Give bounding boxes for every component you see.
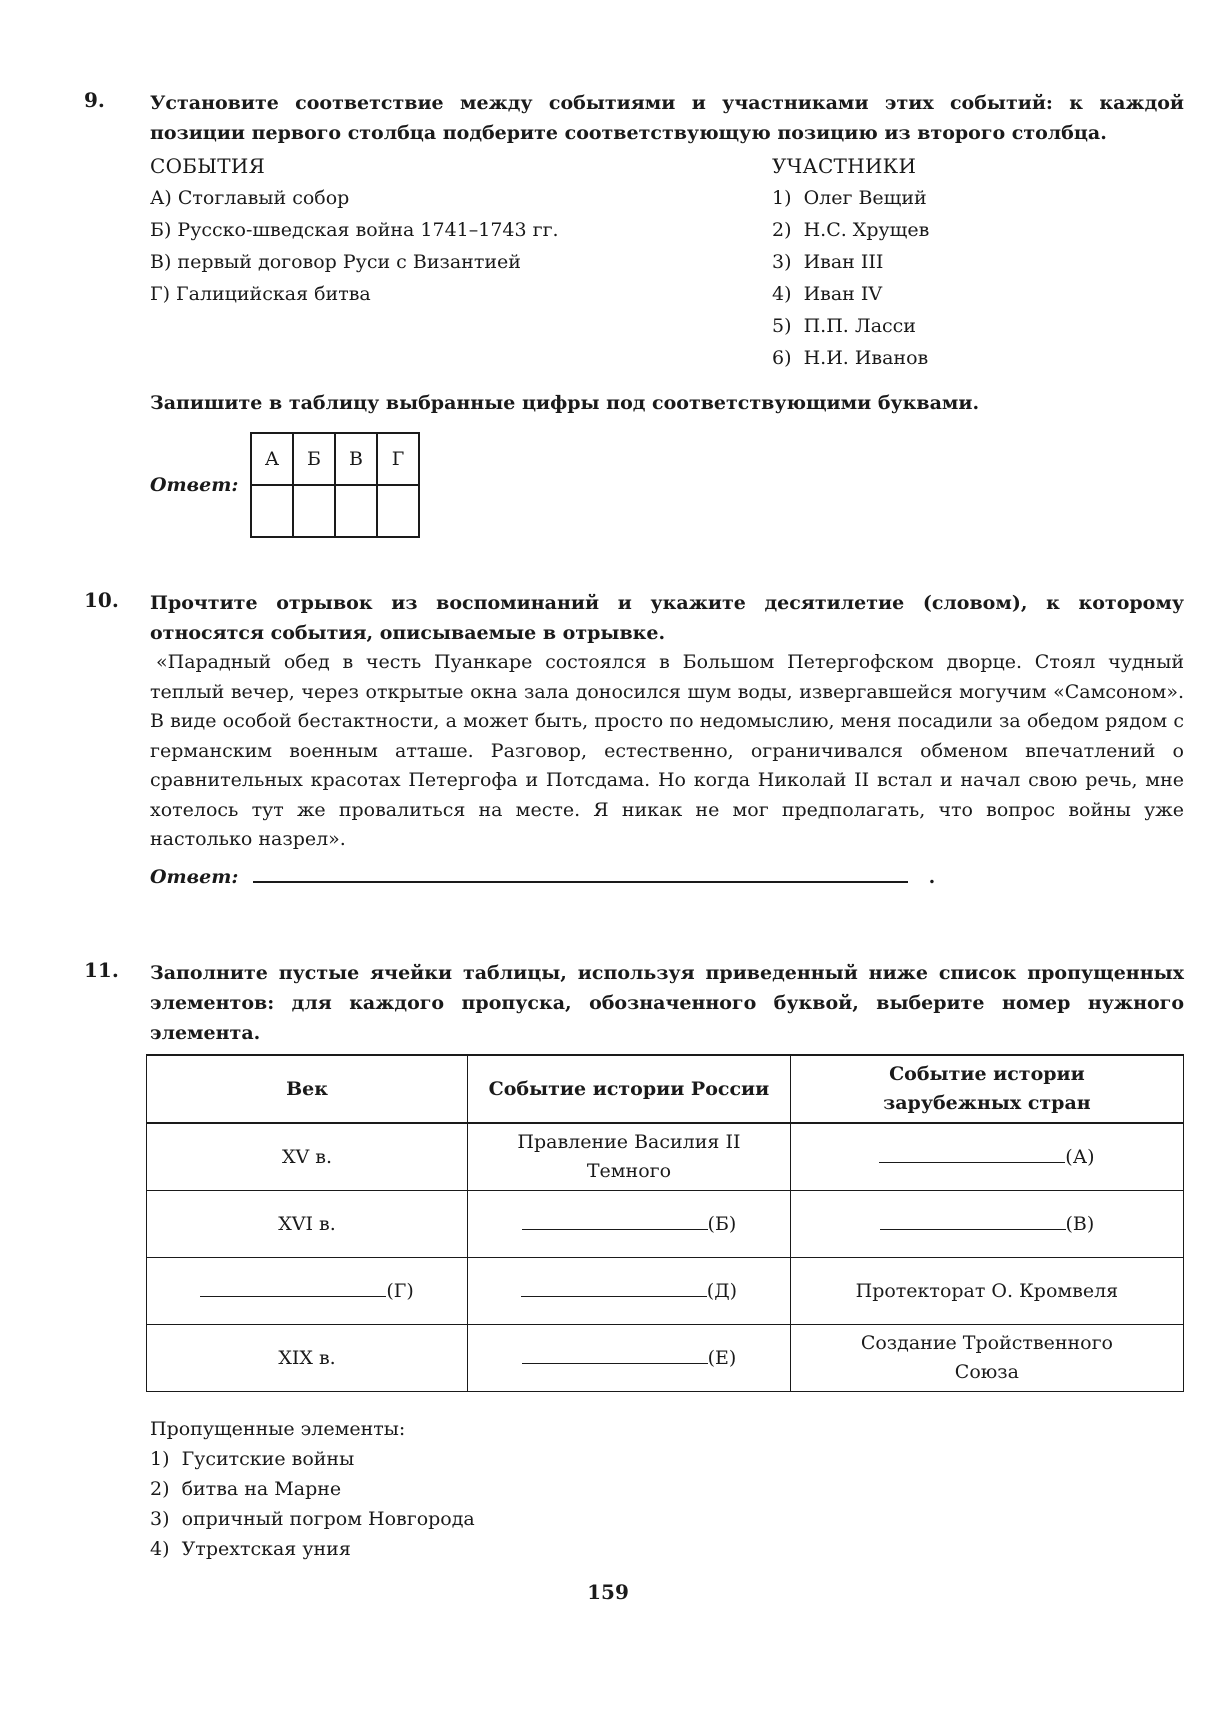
participant-item: 3) Иван III: [772, 251, 884, 273]
header-foreign: Событие истории зарубежных стран: [790, 1055, 1183, 1123]
header-russia: Событие истории России: [468, 1055, 791, 1123]
grid-answer-cell-v[interactable]: [335, 485, 377, 537]
grid-letter: А: [251, 433, 293, 485]
participants-column: [772, 150, 929, 374]
answer-end-dot: .: [928, 865, 936, 888]
matching-columns: [150, 150, 1184, 386]
task-number: 11.: [84, 958, 119, 982]
foreign-event-cell[interactable]: [790, 1123, 1183, 1191]
century-cell: XIX в.: [147, 1325, 468, 1392]
task-prompt: Установите соответствие между событиями и участниками этих событий: к каждой позиции первого столбца подберите соответствующую позицию из второго столбца.: [150, 92, 1184, 144]
missing-heading: Пропущенные элементы:: [150, 1418, 406, 1440]
century-cell: XV в.: [147, 1123, 468, 1191]
table-row: [147, 1123, 1184, 1191]
missing-item: 1) Гуситские войны: [150, 1448, 355, 1470]
task-11: [84, 958, 1184, 1564]
participants-heading: УЧАСТНИКИ: [772, 154, 917, 178]
blank-line[interactable]: [880, 1209, 1066, 1230]
century-cell: XVI в.: [147, 1191, 468, 1258]
answer-label: Ответ:: [150, 865, 239, 888]
task-prompt: Прочтите отрывок из воспоминаний и укажите десятилетие (словом), к которому относятся события, описываемые в отрывке.: [150, 592, 1184, 644]
blank-letter: (Г): [386, 1280, 414, 1302]
missing-item: 4) Утрехтская уния: [150, 1538, 351, 1560]
grid-answer-cell-g[interactable]: [377, 485, 419, 537]
blank-line[interactable]: [521, 1276, 707, 1297]
answer-block: [150, 432, 1184, 550]
blank-line[interactable]: [522, 1209, 708, 1230]
answer-label: Ответ:: [150, 474, 239, 496]
events-column: [150, 150, 559, 310]
blank-letter: (А): [1065, 1146, 1095, 1168]
participant-item: 5) П.П. Ласси: [772, 315, 916, 337]
table-row: [147, 1258, 1184, 1325]
foreign-event-cell: Протекторат О. Кромвеля: [790, 1258, 1183, 1325]
header-century: Век: [147, 1055, 468, 1123]
history-table: [146, 1054, 1184, 1392]
table-row: [147, 1191, 1184, 1258]
events-heading: СОБЫТИЯ: [150, 154, 266, 178]
grid-answer-cell-b[interactable]: [293, 485, 335, 537]
event-item: Г) Галицийская битва: [150, 283, 371, 305]
event-item: Б) Русско-шведская война 1741–1743 гг.: [150, 219, 559, 241]
russia-event-cell[interactable]: [468, 1258, 791, 1325]
task-9: [84, 88, 1184, 550]
blank-line[interactable]: [200, 1276, 386, 1297]
task-prompt: Заполните пустые ячейки таблицы, используя приведенный ниже список пропущенных элементов: для каждого пропуска, обозначенного буквой, выберите номер нужного элемента.: [150, 962, 1184, 1044]
task-number: 9.: [84, 88, 105, 112]
grid-letter: В: [335, 433, 377, 485]
instruction-text: Запишите в таблицу выбранные цифры под соответствующими буквами.: [150, 392, 980, 414]
table-row: [147, 1325, 1184, 1392]
grid-letter: Б: [293, 433, 335, 485]
grid-answer-cell-a[interactable]: [251, 485, 293, 537]
missing-elements-list: [150, 1414, 1184, 1564]
century-cell[interactable]: [147, 1258, 468, 1325]
participant-item: 4) Иван IV: [772, 283, 883, 305]
blank-letter: (Б): [707, 1213, 737, 1235]
missing-item: 3) опричный погром Новгорода: [150, 1508, 475, 1530]
task-10: [84, 588, 1184, 892]
event-item: А) Стоглавый собор: [150, 187, 350, 209]
russia-event-cell[interactable]: [468, 1191, 791, 1258]
blank-letter: (В): [1065, 1213, 1095, 1235]
answer-grid: [250, 432, 420, 538]
missing-item: 2) битва на Марне: [150, 1478, 342, 1500]
blank-line[interactable]: [522, 1343, 708, 1364]
blank-letter: (Д): [706, 1280, 738, 1302]
participant-item: 1) Олег Вещий: [772, 187, 927, 209]
page-number: 159: [587, 1580, 629, 1604]
event-item: В) первый договор Руси с Византией: [150, 251, 521, 273]
blank-line[interactable]: [879, 1142, 1065, 1163]
russia-event-cell[interactable]: [468, 1325, 791, 1392]
foreign-event-cell: Создание Тройственного Союза: [790, 1325, 1183, 1392]
blank-letter: (Е): [707, 1347, 737, 1369]
task-number: 10.: [84, 588, 119, 612]
participant-item: 2) Н.С. Хрущев: [772, 219, 930, 241]
answer-row: [150, 861, 1184, 892]
participant-item: 6) Н.И. Иванов: [772, 347, 929, 369]
grid-letter: Г: [377, 433, 419, 485]
foreign-event-cell[interactable]: [790, 1191, 1183, 1258]
answer-input-line[interactable]: [253, 861, 908, 883]
memoir-excerpt: «Парадный обед в честь Пуанкаре состоялся в Большом Петергофском дворце. Стоял чудный теплый вечер, через открытые окна зала доносился шум воды, извергавшейся могучим «Самсоном». В виде особой бестактности, а может быть, просто по недомыслию, меня посадили за обедом рядом с германским военным атташе. Разговор, естественно, ограничивался обменом впечатлений о сравнительных красотах Петергофа и Потсдама. Но когда Николай II встал и начал свою речь, мне хотелось тут же провалиться на месте. Я никак не мог предполагать, что вопрос войны уже настолько назрел».: [150, 651, 1184, 850]
russia-event-cell: Правление Василия II Темного: [468, 1123, 791, 1191]
